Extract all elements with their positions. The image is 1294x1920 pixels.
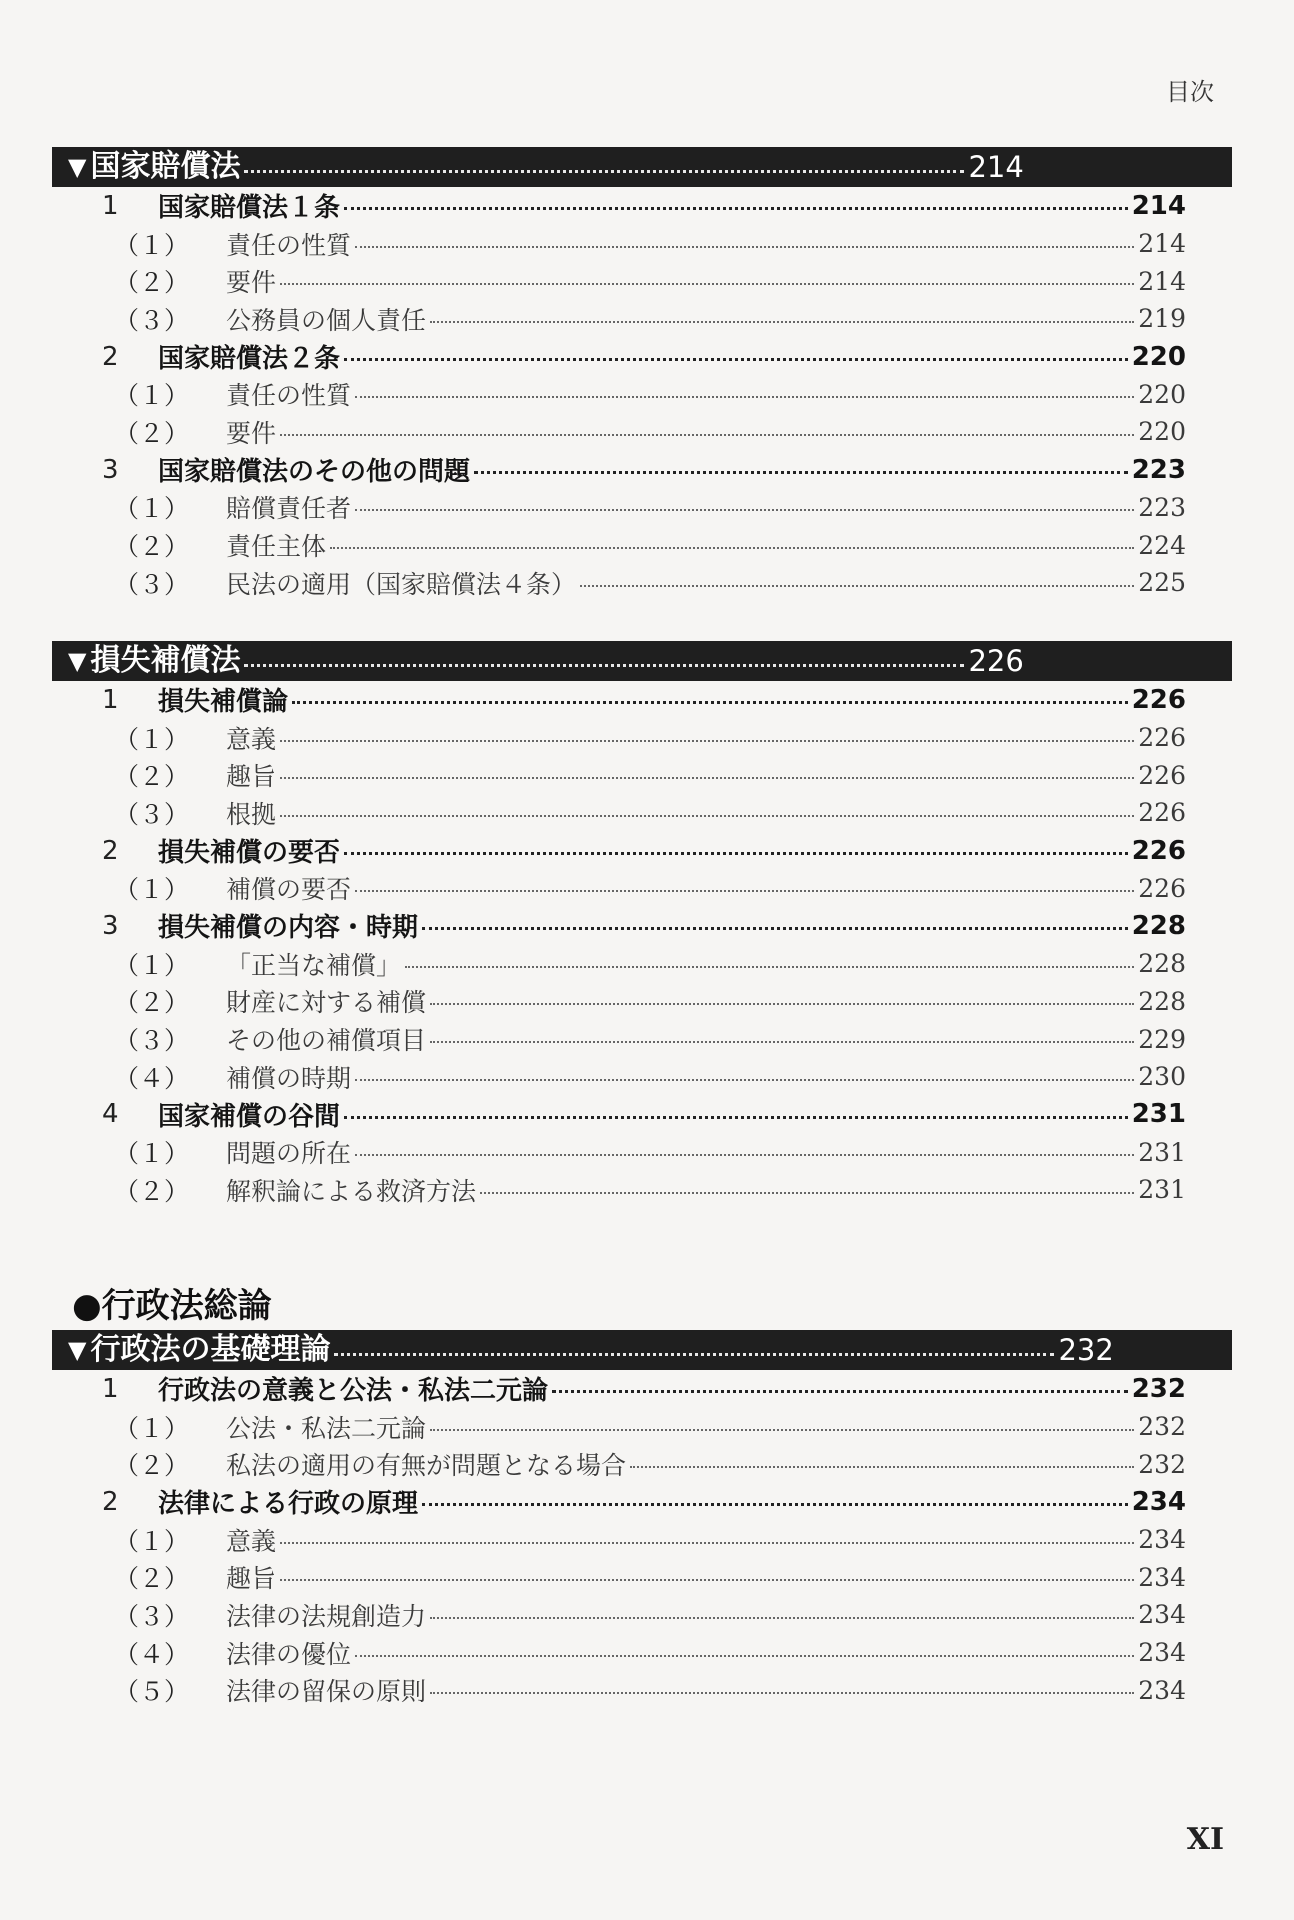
entry-page: 226	[1138, 798, 1186, 828]
entry-number: 4	[102, 1099, 119, 1130]
page-number: XI	[1186, 1822, 1224, 1857]
entry-number: （２）	[114, 532, 190, 562]
entry-label: 損失補償論	[158, 687, 289, 718]
entry-page: 234	[1138, 1638, 1186, 1668]
entry-label: 法律の法規創造力	[226, 1601, 427, 1631]
dot-leader	[344, 1116, 1128, 1119]
entry-number: （４）	[114, 1063, 190, 1093]
dot-leader	[334, 1353, 1054, 1356]
entry-page: 230	[1138, 1062, 1186, 1092]
entry-page: 214	[1138, 266, 1186, 296]
entry-number: 3	[102, 910, 119, 941]
entry-label: 国家補償の谷間	[158, 1101, 341, 1132]
entry-label: 要件	[226, 418, 277, 448]
dot-leader	[244, 664, 964, 667]
entry-label: 解釈論による救済方法	[226, 1176, 477, 1206]
toc-entry-minor[interactable]	[52, 1521, 1186, 1559]
dot-leader	[430, 321, 1134, 323]
entry-number: （１）	[114, 381, 190, 411]
entry-number: （１）	[114, 230, 190, 260]
entry-number: 1	[102, 190, 119, 221]
entry-number: （３）	[114, 799, 190, 829]
toc-entry-minor[interactable]	[52, 1558, 1186, 1596]
entry-page: 226	[1138, 760, 1186, 790]
entry-number: （１）	[114, 1526, 190, 1556]
entry-page: 214	[1131, 190, 1186, 221]
toc-entry-minor[interactable]	[52, 1445, 1186, 1483]
entry-page: 225	[1138, 568, 1186, 598]
dot-leader	[355, 1154, 1134, 1156]
entry-page: 226	[1138, 723, 1186, 753]
chapter-title: 行政法の基礎理論	[90, 1332, 331, 1367]
entry-label: 意義	[226, 1526, 277, 1556]
toc-entry-minor[interactable]	[52, 756, 1186, 794]
entry-label: 損失補償の要否	[158, 838, 341, 869]
dot-leader	[474, 471, 1128, 474]
toc-entries	[52, 187, 1186, 602]
dot-leader	[630, 1466, 1134, 1468]
toc-entry-major[interactable]	[52, 451, 1186, 489]
entry-label: 責任の性質	[226, 381, 352, 411]
dot-leader	[355, 396, 1134, 398]
chapter-heading[interactable]	[52, 641, 1232, 681]
entry-label: 法律の留保の原則	[226, 1677, 427, 1707]
entry-page: 234	[1138, 1600, 1186, 1630]
entry-label: 趣旨	[226, 762, 277, 792]
entry-number: （１）	[114, 1139, 190, 1169]
dot-leader	[430, 1003, 1134, 1005]
toc-entry-minor[interactable]	[52, 1408, 1186, 1446]
dot-leader	[355, 246, 1134, 248]
entry-label: 責任の性質	[226, 230, 352, 260]
toc-entry-major[interactable]	[52, 338, 1186, 376]
dot-leader	[480, 1192, 1134, 1194]
chapter-heading[interactable]	[52, 1330, 1232, 1370]
triangle-down-icon: ▼	[68, 1336, 87, 1364]
entry-number: （３）	[114, 305, 190, 335]
toc-entry-minor[interactable]	[52, 983, 1186, 1021]
entry-page: 231	[1138, 1175, 1186, 1205]
dot-leader	[244, 170, 964, 173]
toc-entry-minor[interactable]	[52, 262, 1186, 300]
dot-leader	[280, 740, 1134, 742]
toc-entries	[52, 1370, 1186, 1709]
toc-entry-minor[interactable]	[52, 1634, 1186, 1672]
entry-page: 234	[1131, 1486, 1186, 1517]
chapter-page: 214	[968, 150, 1024, 184]
toc-entry-minor[interactable]	[52, 413, 1186, 451]
entry-page: 226	[1131, 835, 1186, 866]
entry-number: （５）	[114, 1677, 190, 1707]
toc-entry-minor[interactable]	[52, 1058, 1186, 1096]
entry-number: （３）	[114, 1026, 190, 1056]
toc-entry-minor[interactable]	[52, 869, 1186, 907]
dot-leader	[422, 927, 1128, 930]
dot-leader	[580, 585, 1134, 587]
dot-leader	[355, 1655, 1134, 1657]
entry-label: 賠償責任者	[226, 494, 352, 524]
entry-page: 228	[1138, 949, 1186, 979]
entry-label: 行政法の意義と公法・私法二元論	[158, 1376, 549, 1407]
entry-number: 1	[102, 684, 119, 715]
part-title: ●行政法総論	[72, 1286, 272, 1326]
entry-label: 要件	[226, 268, 277, 298]
entry-label: 法律の優位	[226, 1639, 352, 1669]
toc-entries	[52, 681, 1186, 1209]
toc-entry-minor[interactable]	[52, 794, 1186, 832]
entry-page: 232	[1138, 1412, 1186, 1442]
entry-number: （２）	[114, 1564, 190, 1594]
entry-label: 補償の要否	[226, 875, 352, 905]
entry-number: （３）	[114, 569, 190, 599]
dot-leader	[430, 1617, 1134, 1619]
toc-entry-minor[interactable]	[52, 719, 1186, 757]
toc-entry-minor[interactable]	[52, 1133, 1186, 1171]
dot-leader	[280, 815, 1134, 817]
dot-leader	[344, 358, 1128, 361]
toc-entry-minor[interactable]	[52, 300, 1186, 338]
entry-number: （１）	[114, 724, 190, 754]
dot-leader	[280, 1579, 1134, 1581]
entry-page: 234	[1138, 1562, 1186, 1592]
entry-number: 3	[102, 454, 119, 485]
toc-entry-minor[interactable]	[52, 1596, 1186, 1634]
entry-label: 私法の適用の有無が問題となる場合	[226, 1451, 627, 1481]
entry-page: 224	[1138, 530, 1186, 560]
dot-leader	[430, 1429, 1134, 1431]
toc-entry-minor[interactable]	[52, 1020, 1186, 1058]
entry-label: 損失補償の内容・時期	[158, 913, 419, 944]
toc-entry-major[interactable]	[52, 1096, 1186, 1134]
entry-label: 国家賠償法１条	[158, 193, 341, 224]
entry-page: 220	[1138, 417, 1186, 447]
chapter-title: 損失補償法	[90, 643, 241, 678]
entry-page: 220	[1131, 341, 1186, 372]
entry-number: （４）	[114, 1639, 190, 1669]
entry-page: 228	[1131, 910, 1186, 941]
chapter-heading[interactable]	[52, 147, 1232, 187]
entry-page: 226	[1131, 684, 1186, 715]
entry-page: 232	[1138, 1449, 1186, 1479]
entry-number: （１）	[114, 875, 190, 905]
toc-entry-minor[interactable]	[52, 526, 1186, 564]
entry-number: 2	[102, 341, 119, 372]
entry-page: 232	[1131, 1373, 1186, 1404]
entry-label: 「正当な補償」	[226, 950, 402, 980]
chapter-page: 232	[1058, 1333, 1114, 1367]
entry-label: その他の補償項目	[226, 1026, 427, 1056]
entry-label: 公務員の個人責任	[226, 305, 427, 335]
toc-entry-minor[interactable]	[52, 945, 1186, 983]
entry-label: 財産に対する補償	[226, 988, 427, 1018]
entry-page: 228	[1138, 986, 1186, 1016]
entry-page: 223	[1131, 454, 1186, 485]
dot-leader	[344, 207, 1128, 210]
entry-page: 219	[1138, 304, 1186, 334]
toc-section-gyoseiho-soron	[52, 1282, 1232, 1709]
entry-label: 補償の時期	[226, 1063, 352, 1093]
toc-entry-minor[interactable]	[52, 225, 1186, 263]
entry-number: （２）	[114, 1451, 190, 1481]
triangle-down-icon: ▼	[68, 153, 87, 181]
entry-number: 2	[102, 1486, 119, 1517]
entry-number: （１）	[114, 1413, 190, 1443]
entry-number: （１）	[114, 950, 190, 980]
entry-page: 231	[1131, 1099, 1186, 1130]
toc-section-kokka-baisho	[52, 147, 1232, 602]
dot-leader	[280, 434, 1134, 436]
entry-label: 問題の所在	[226, 1139, 352, 1169]
dot-leader	[355, 890, 1134, 892]
dot-leader	[405, 966, 1134, 968]
toc-entry-minor[interactable]	[52, 1672, 1186, 1710]
entry-label: 趣旨	[226, 1564, 277, 1594]
running-head: 目次	[1166, 78, 1214, 106]
toc-entry-major[interactable]	[52, 681, 1186, 719]
dot-leader	[344, 852, 1128, 855]
toc-entry-major[interactable]	[52, 187, 1186, 225]
entry-label: 意義	[226, 724, 277, 754]
toc-entry-minor[interactable]	[52, 1171, 1186, 1209]
triangle-down-icon: ▼	[68, 647, 87, 675]
toc-entry-minor[interactable]	[52, 375, 1186, 413]
dot-leader	[430, 1041, 1134, 1043]
toc-section-sonshitsu-hosho	[52, 641, 1232, 1209]
entry-page: 214	[1138, 229, 1186, 259]
toc-entry-major[interactable]	[52, 907, 1186, 945]
entry-number: （３）	[114, 1601, 190, 1631]
dot-leader	[280, 1542, 1134, 1544]
dot-leader	[552, 1390, 1128, 1393]
toc-entry-minor[interactable]	[52, 489, 1186, 527]
dot-leader	[280, 777, 1134, 779]
entry-number: （２）	[114, 1176, 190, 1206]
entry-label: 公法・私法二元論	[226, 1413, 427, 1443]
entry-label: 法律による行政の原理	[158, 1489, 419, 1520]
entry-page: 229	[1138, 1024, 1186, 1054]
dot-leader	[355, 509, 1134, 511]
dot-leader	[355, 1079, 1134, 1081]
entry-number: （２）	[114, 762, 190, 792]
entry-page: 234	[1138, 1675, 1186, 1705]
toc-entry-major[interactable]	[52, 832, 1186, 870]
dot-leader	[422, 1503, 1128, 1506]
entry-label: 国家賠償法２条	[158, 344, 341, 375]
dot-leader	[430, 1692, 1134, 1694]
toc-entry-major[interactable]	[52, 1370, 1186, 1408]
entry-page: 223	[1138, 492, 1186, 522]
dot-leader	[292, 701, 1128, 704]
entry-number: （２）	[114, 988, 190, 1018]
toc-entry-major[interactable]	[52, 1483, 1186, 1521]
entry-number: 2	[102, 835, 119, 866]
chapter-page: 226	[968, 644, 1024, 678]
dot-leader	[280, 283, 1134, 285]
entry-page: 231	[1138, 1137, 1186, 1167]
entry-label: 根拠	[226, 799, 277, 829]
chapter-title: 国家賠償法	[90, 149, 241, 184]
entry-page: 220	[1138, 379, 1186, 409]
entry-number: 1	[102, 1373, 119, 1404]
entry-page: 234	[1138, 1525, 1186, 1555]
entry-label: 責任主体	[226, 532, 327, 562]
entry-label: 国家賠償法のその他の問題	[158, 457, 471, 488]
entry-number: （２）	[114, 418, 190, 448]
entry-number: （２）	[114, 268, 190, 298]
entry-label: 民法の適用（国家賠償法４条）	[226, 569, 577, 599]
entry-page: 226	[1138, 873, 1186, 903]
dot-leader	[330, 547, 1134, 549]
entry-number: （１）	[114, 494, 190, 524]
toc-entry-minor[interactable]	[52, 564, 1186, 602]
